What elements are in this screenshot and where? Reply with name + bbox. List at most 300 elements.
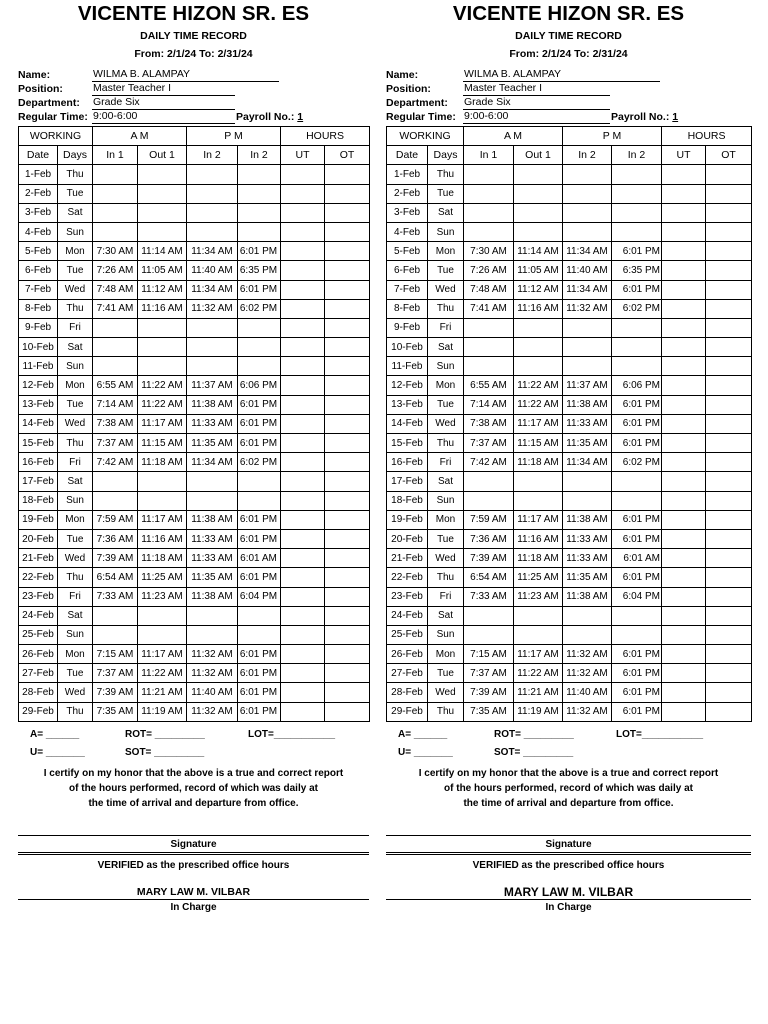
cell-date: 14-Feb xyxy=(19,414,58,433)
group-pm: P M xyxy=(563,127,662,146)
date-range: From: 2/1/24 To: 2/31/24 xyxy=(134,48,253,60)
table-row xyxy=(387,606,752,625)
cell-in2: 11:32 AM xyxy=(187,664,238,683)
table-row xyxy=(387,683,752,702)
table-row xyxy=(387,338,752,357)
col-ot: OT xyxy=(706,146,752,165)
cell-in2: 11:34 AM xyxy=(563,453,612,472)
cell-ot xyxy=(706,645,752,664)
cell-in2b: 6:01 PM xyxy=(238,702,281,721)
cell-out1 xyxy=(514,184,563,203)
cell-day: Sun xyxy=(428,357,464,376)
cell-date: 16-Feb xyxy=(19,453,58,472)
cell-ot xyxy=(325,184,370,203)
cell-date: 9-Feb xyxy=(19,318,58,337)
cell-date: 13-Feb xyxy=(387,395,428,414)
total-u: U= _______ xyxy=(30,746,85,758)
cell-date: 2-Feb xyxy=(19,184,58,203)
cell-ot xyxy=(706,414,752,433)
cell-ut xyxy=(662,184,706,203)
cell-day: Sun xyxy=(58,491,93,510)
time-record-table xyxy=(18,126,370,722)
cell-in2b xyxy=(238,472,281,491)
cell-ut xyxy=(281,529,325,548)
name-value: WILMA B. ALAMPAY xyxy=(463,68,660,82)
col-ut: UT xyxy=(281,146,325,165)
cell-day: Fri xyxy=(58,318,93,337)
cell-in2b: 6:06 PM xyxy=(612,376,662,395)
cell-in1: 7:26 AM xyxy=(464,261,514,280)
cell-day: Sun xyxy=(428,491,464,510)
cell-out1: 11:05 AM xyxy=(514,261,563,280)
table-row xyxy=(19,453,370,472)
cell-in2 xyxy=(563,606,612,625)
department-label: Department: xyxy=(18,97,80,109)
cell-day: Wed xyxy=(428,549,464,568)
cert-line: I certify on my honor that the above is a true and correct report xyxy=(43,767,344,779)
cell-ut xyxy=(281,242,325,261)
cell-in2b xyxy=(238,203,281,222)
table-row xyxy=(19,222,370,241)
cell-ot xyxy=(325,203,370,222)
table-row xyxy=(387,414,752,433)
cell-day: Tue xyxy=(428,184,464,203)
regular-time-label: Regular Time: xyxy=(386,111,456,123)
cell-in1: 7:41 AM xyxy=(464,299,514,318)
cell-in2 xyxy=(563,338,612,357)
cell-in2b: 6:35 PM xyxy=(238,261,281,280)
cell-in2: 11:35 AM xyxy=(563,568,612,587)
position-value: Master Teacher I xyxy=(92,82,235,96)
cell-in2: 11:32 AM xyxy=(187,702,238,721)
cell-day: Thu xyxy=(428,165,464,184)
cell-date: 5-Feb xyxy=(387,242,428,261)
payroll-number xyxy=(611,110,678,124)
cell-in2: 11:33 AM xyxy=(563,549,612,568)
cell-ot xyxy=(325,472,370,491)
payroll-number xyxy=(236,110,303,124)
group-am: A M xyxy=(464,127,563,146)
cell-date: 7-Feb xyxy=(19,280,58,299)
cell-date: 27-Feb xyxy=(387,664,428,683)
cell-ut xyxy=(281,491,325,510)
cell-in1 xyxy=(464,357,514,376)
cell-in2 xyxy=(563,165,612,184)
cell-in1: 7:38 AM xyxy=(93,414,138,433)
col-in1: In 1 xyxy=(93,146,138,165)
table-row xyxy=(387,184,752,203)
cell-out1 xyxy=(138,165,187,184)
cell-ut xyxy=(662,203,706,222)
cert-line: of the hours performed, record of which was daily at xyxy=(69,782,318,794)
cell-out1: 11:22 AM xyxy=(514,664,563,683)
cell-out1: 11:15 AM xyxy=(138,434,187,453)
name-value: WILMA B. ALAMPAY xyxy=(92,68,279,82)
cell-in1 xyxy=(93,338,138,357)
cell-day: Mon xyxy=(58,645,93,664)
cell-date: 10-Feb xyxy=(387,338,428,357)
cell-in2b xyxy=(238,357,281,376)
cell-in2b: 6:01 PM xyxy=(238,280,281,299)
cell-in2 xyxy=(563,318,612,337)
cell-ot xyxy=(325,395,370,414)
cell-ot xyxy=(706,568,752,587)
table-row xyxy=(387,472,752,491)
cell-in1: 7:42 AM xyxy=(93,453,138,472)
cell-ot xyxy=(706,280,752,299)
group-working: WORKING xyxy=(19,127,93,146)
date-range: From: 2/1/24 To: 2/31/24 xyxy=(509,48,628,60)
cell-ot xyxy=(706,299,752,318)
cell-ut xyxy=(662,395,706,414)
cell-date: 24-Feb xyxy=(387,606,428,625)
col-ut: UT xyxy=(662,146,706,165)
cell-day: Sat xyxy=(58,472,93,491)
group-header-row xyxy=(387,127,752,146)
position-label: Position: xyxy=(386,83,431,95)
cell-day: Wed xyxy=(428,414,464,433)
cell-ut xyxy=(281,645,325,664)
cell-date: 19-Feb xyxy=(19,510,58,529)
cell-in2b xyxy=(612,184,662,203)
cell-date: 7-Feb xyxy=(387,280,428,299)
cell-in1: 7:35 AM xyxy=(464,702,514,721)
cell-date: 17-Feb xyxy=(19,472,58,491)
cell-in1: 7:15 AM xyxy=(464,645,514,664)
cell-in2b: 6:01 PM xyxy=(238,510,281,529)
verified-text: VERIFIED as the prescribed office hours xyxy=(472,859,665,871)
name-label: Name: xyxy=(386,69,419,81)
cell-day: Tue xyxy=(428,395,464,414)
cell-in2b: 6:01 PM xyxy=(612,434,662,453)
table-row xyxy=(19,184,370,203)
cell-out1 xyxy=(138,357,187,376)
total-rot: ROT= _________ xyxy=(494,728,574,740)
cell-ot xyxy=(706,664,752,683)
cell-ot xyxy=(325,414,370,433)
form-title: DAILY TIME RECORD xyxy=(515,30,622,42)
cell-day: Mon xyxy=(428,645,464,664)
cell-out1: 11:19 AM xyxy=(514,702,563,721)
cell-in2: 11:33 AM xyxy=(187,549,238,568)
employee-info xyxy=(386,68,751,126)
cell-day: Wed xyxy=(58,280,93,299)
cell-out1: 11:18 AM xyxy=(138,453,187,472)
cert-line: the time of arrival and departure from office. xyxy=(463,797,674,809)
dtr-form-right xyxy=(386,0,751,916)
cell-out1: 11:22 AM xyxy=(514,376,563,395)
cell-in2b xyxy=(238,184,281,203)
cell-date: 27-Feb xyxy=(19,664,58,683)
table-row xyxy=(19,299,370,318)
form-title: DAILY TIME RECORD xyxy=(140,30,247,42)
cell-ot xyxy=(325,242,370,261)
cell-in2: 11:34 AM xyxy=(563,280,612,299)
cell-ot xyxy=(325,453,370,472)
cell-in2b xyxy=(238,625,281,644)
table-row xyxy=(19,414,370,433)
cell-ut xyxy=(281,625,325,644)
cell-date: 4-Feb xyxy=(19,222,58,241)
col-days: Days xyxy=(58,146,93,165)
cell-in2: 11:38 AM xyxy=(187,510,238,529)
cell-day: Tue xyxy=(58,184,93,203)
cell-date: 18-Feb xyxy=(387,491,428,510)
cell-ut xyxy=(281,664,325,683)
cell-day: Thu xyxy=(58,702,93,721)
cell-ut xyxy=(662,491,706,510)
cell-in2b: 6:01 AM xyxy=(238,549,281,568)
total-lot: LOT=___________ xyxy=(248,728,336,740)
cell-in1: 7:39 AM xyxy=(464,683,514,702)
payroll-value: 1 xyxy=(297,111,304,123)
col-out1: Out 1 xyxy=(514,146,563,165)
cell-out1: 11:17 AM xyxy=(138,510,187,529)
cell-day: Sun xyxy=(58,222,93,241)
cell-ut xyxy=(662,318,706,337)
cell-in1: 7:42 AM xyxy=(464,453,514,472)
cell-out1 xyxy=(514,606,563,625)
cell-in2: 11:40 AM xyxy=(187,261,238,280)
cell-in1 xyxy=(93,472,138,491)
cell-in2b xyxy=(612,491,662,510)
cell-ot xyxy=(325,702,370,721)
cell-ut xyxy=(662,242,706,261)
cell-out1 xyxy=(514,222,563,241)
cell-in1: 7:38 AM xyxy=(464,414,514,433)
cell-day: Tue xyxy=(58,664,93,683)
col-ot: OT xyxy=(325,146,370,165)
cell-out1: 11:25 AM xyxy=(138,568,187,587)
cell-day: Tue xyxy=(428,529,464,548)
cell-out1 xyxy=(514,338,563,357)
cell-in2: 11:32 AM xyxy=(563,702,612,721)
cell-date: 10-Feb xyxy=(19,338,58,357)
cell-in1: 6:55 AM xyxy=(93,376,138,395)
cell-ot xyxy=(706,683,752,702)
cell-date: 26-Feb xyxy=(19,645,58,664)
cell-ot xyxy=(325,568,370,587)
cell-in2: 11:40 AM xyxy=(563,683,612,702)
cell-out1 xyxy=(138,184,187,203)
cell-date: 9-Feb xyxy=(387,318,428,337)
cell-ut xyxy=(662,683,706,702)
cell-date: 11-Feb xyxy=(387,357,428,376)
cell-in2: 11:40 AM xyxy=(563,261,612,280)
cell-day: Tue xyxy=(58,261,93,280)
cell-ot xyxy=(325,357,370,376)
cell-out1: 11:21 AM xyxy=(138,683,187,702)
table-row xyxy=(387,453,752,472)
cell-in1: 7:33 AM xyxy=(464,587,514,606)
cell-in2 xyxy=(187,184,238,203)
in-charge-name: MARY LAW M. VILBAR xyxy=(18,885,369,900)
cell-in2 xyxy=(563,491,612,510)
table-row xyxy=(19,165,370,184)
cell-out1 xyxy=(514,203,563,222)
cell-in2b: 6:01 PM xyxy=(238,645,281,664)
cell-in2b: 6:06 PM xyxy=(238,376,281,395)
cell-in1: 7:39 AM xyxy=(93,683,138,702)
cell-in2: 11:33 AM xyxy=(187,529,238,548)
table-row xyxy=(19,702,370,721)
cell-ot xyxy=(325,683,370,702)
cell-in1: 7:48 AM xyxy=(93,280,138,299)
time-record-rows xyxy=(19,165,370,721)
cell-ot xyxy=(706,529,752,548)
table-row xyxy=(387,203,752,222)
cell-in2b xyxy=(238,491,281,510)
cell-in2: 11:35 AM xyxy=(563,434,612,453)
table-row xyxy=(387,222,752,241)
cell-ut xyxy=(281,395,325,414)
cell-ot xyxy=(325,165,370,184)
table-row xyxy=(19,318,370,337)
cell-date: 26-Feb xyxy=(387,645,428,664)
cell-ot xyxy=(325,491,370,510)
cell-ot xyxy=(706,472,752,491)
cell-day: Mon xyxy=(58,510,93,529)
cell-in1: 7:37 AM xyxy=(93,434,138,453)
cell-in1 xyxy=(93,606,138,625)
cell-day: Sat xyxy=(58,203,93,222)
cell-ut xyxy=(281,222,325,241)
total-rot: ROT= _________ xyxy=(125,728,205,740)
cell-ut xyxy=(281,203,325,222)
cell-in1 xyxy=(464,625,514,644)
cell-in2b: 6:01 PM xyxy=(238,414,281,433)
cell-date: 22-Feb xyxy=(19,568,58,587)
col-in2: In 2 xyxy=(563,146,612,165)
cell-ut xyxy=(281,587,325,606)
cell-out1: 11:21 AM xyxy=(514,683,563,702)
cell-in2 xyxy=(563,357,612,376)
table-row xyxy=(19,568,370,587)
totals-block xyxy=(18,726,369,766)
table-row xyxy=(387,165,752,184)
cell-date: 21-Feb xyxy=(387,549,428,568)
cell-out1 xyxy=(138,491,187,510)
cell-ut xyxy=(281,453,325,472)
in-charge-name: MARY LAW M. VILBAR xyxy=(386,885,751,900)
cell-date: 1-Feb xyxy=(19,165,58,184)
cell-ot xyxy=(706,261,752,280)
cell-ut xyxy=(281,472,325,491)
cell-day: Fri xyxy=(428,318,464,337)
group-hours: HOURS xyxy=(662,127,752,146)
cell-ut xyxy=(662,165,706,184)
cell-ut xyxy=(662,606,706,625)
table-row xyxy=(387,242,752,261)
cert-line: the time of arrival and departure from office. xyxy=(88,797,299,809)
total-sot: SOT= _________ xyxy=(125,746,205,758)
cell-ot xyxy=(325,434,370,453)
cell-day: Sat xyxy=(428,203,464,222)
table-row xyxy=(387,395,752,414)
cell-ot xyxy=(325,529,370,548)
time-record-table xyxy=(386,126,752,722)
cell-ut xyxy=(662,549,706,568)
cell-date: 22-Feb xyxy=(387,568,428,587)
cell-out1: 11:18 AM xyxy=(514,549,563,568)
cell-day: Wed xyxy=(428,280,464,299)
cell-date: 29-Feb xyxy=(19,702,58,721)
col-date: Date xyxy=(19,146,58,165)
cell-day: Thu xyxy=(428,299,464,318)
cell-date: 15-Feb xyxy=(19,434,58,453)
cell-in2b xyxy=(612,203,662,222)
group-pm: P M xyxy=(187,127,281,146)
cell-in2: 11:33 AM xyxy=(563,529,612,548)
cell-day: Tue xyxy=(58,529,93,548)
cell-day: Fri xyxy=(428,453,464,472)
cell-out1: 11:12 AM xyxy=(514,280,563,299)
cell-ut xyxy=(281,414,325,433)
cell-in2: 11:32 AM xyxy=(563,299,612,318)
cell-ut xyxy=(281,568,325,587)
cell-date: 28-Feb xyxy=(387,683,428,702)
cell-in2b: 6:01 PM xyxy=(612,280,662,299)
cell-in2b: 6:02 PM xyxy=(238,299,281,318)
total-sot: SOT= _________ xyxy=(494,746,574,758)
cell-ot xyxy=(706,434,752,453)
cell-ut xyxy=(281,165,325,184)
cell-day: Fri xyxy=(58,587,93,606)
cell-in2b xyxy=(612,625,662,644)
table-row xyxy=(19,625,370,644)
cell-day: Sat xyxy=(428,338,464,357)
department-label: Department: xyxy=(386,97,448,109)
cell-in2: 11:34 AM xyxy=(563,242,612,261)
cell-out1: 11:05 AM xyxy=(138,261,187,280)
cell-in2 xyxy=(187,318,238,337)
table-row xyxy=(387,625,752,644)
cell-in2b: 6:02 PM xyxy=(238,453,281,472)
cell-in2: 11:32 AM xyxy=(563,664,612,683)
verified-text: VERIFIED as the prescribed office hours xyxy=(97,859,290,871)
cell-out1: 11:17 AM xyxy=(514,510,563,529)
col-out1: Out 1 xyxy=(138,146,187,165)
cell-ot xyxy=(325,625,370,644)
cell-in2 xyxy=(563,184,612,203)
cell-ot xyxy=(706,395,752,414)
cell-out1 xyxy=(138,606,187,625)
cell-in2: 11:34 AM xyxy=(187,453,238,472)
cell-ot xyxy=(706,376,752,395)
cell-date: 20-Feb xyxy=(387,529,428,548)
regular-time-value: 9:00-6:00 xyxy=(463,110,610,124)
cell-in2b xyxy=(612,222,662,241)
cell-date: 3-Feb xyxy=(19,203,58,222)
col-in2b: In 2 xyxy=(612,146,662,165)
cell-out1: 11:16 AM xyxy=(514,299,563,318)
cell-out1: 11:17 AM xyxy=(514,414,563,433)
cell-out1 xyxy=(138,318,187,337)
cell-date: 28-Feb xyxy=(19,683,58,702)
cell-date: 24-Feb xyxy=(19,606,58,625)
cell-date: 3-Feb xyxy=(387,203,428,222)
cell-out1 xyxy=(138,338,187,357)
cell-date: 6-Feb xyxy=(19,261,58,280)
cell-ot xyxy=(325,510,370,529)
cell-ot xyxy=(706,203,752,222)
table-row xyxy=(387,568,752,587)
cell-day: Thu xyxy=(428,568,464,587)
cell-ut xyxy=(281,549,325,568)
table-row xyxy=(19,280,370,299)
cell-in2 xyxy=(187,357,238,376)
cell-date: 20-Feb xyxy=(19,529,58,548)
